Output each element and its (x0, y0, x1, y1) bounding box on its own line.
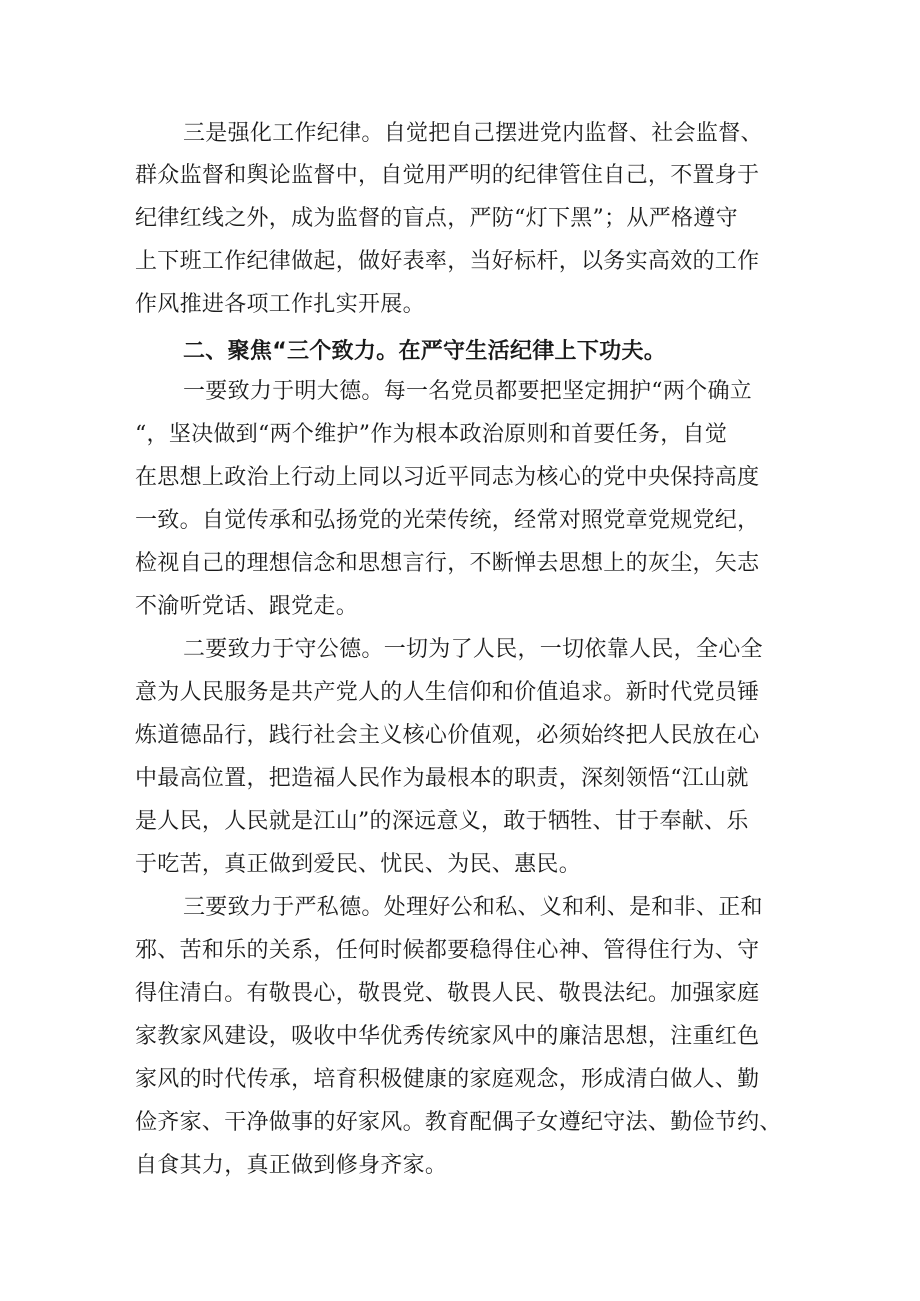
paragraph-line: 上下班工作纪律做起，做好表率，当好标杆，以务实高效的工作 (135, 249, 760, 274)
paragraph-line: 一致。自觉传承和弘扬党的光荣传统，经常对照党章党规党纪， (135, 508, 760, 533)
paragraph-line: 自食其力，真正做到修身齐家。 (135, 1153, 448, 1178)
paragraph-line: 一要致力于明大德。每一名党员都要把坚定拥护“两个确立 (183, 379, 753, 404)
paragraph-line: 检视自己的理想信念和思想言行，不断惮去思想上的灰尘，矢志 (135, 551, 760, 576)
section-heading: 二、聚焦“三个致力。在严守生活纪律上下功夫。 (183, 339, 667, 364)
paragraph-line: 是人民，人民就是江山”的深远意义，敢于牺牲、甘于奉献、乐 (135, 809, 749, 834)
paragraph-line: “，坚决做到“两个维护”作为根本政治原则和首要任务，自觉 (135, 422, 728, 447)
paragraph-line: 不渝听党话、跟党走。 (135, 594, 359, 619)
paragraph-line: 炼道德品行，践行社会主义核心价值观，必须始终把人民放在心 (135, 723, 760, 748)
paragraph-line: 意为人民服务是共产党人的人生信仰和价值追求。新时代党员锤 (135, 680, 760, 705)
paragraph-line: 三是强化工作纪律。自觉把自己摆进党内监督、社会监督、 (183, 121, 763, 146)
paragraph-line: 俭齐家、干净做事的好家风。教育配偶子女遵纪守法、勤俭节约、 (135, 1110, 782, 1135)
paragraph-line: 中最高位置，把造福人民作为最根本的职责，深刻领悟“江山就 (135, 766, 749, 791)
paragraph-line: 得住清白。有敬畏心，敬畏党、敬畏人民、敬畏法纪。加强家庭 (135, 981, 760, 1006)
paragraph-line: 纪律红线之外，成为监督的盲点，严防“灯下黑”；从严格遵守 (135, 206, 738, 231)
paragraph-line: 三要致力于严私德。处理好公和私、义和利、是和非、正和 (183, 895, 763, 920)
paragraph-line: 二要致力于守公德。一切为了人民，一切依靠人民，全心全 (183, 637, 763, 662)
paragraph-line: 家教家风建设，吸收中华优秀传统家风中的廉洁思想，注重红色 (135, 1024, 760, 1049)
paragraph-line: 在思想上政治上行动上同以习近平同志为核心的党中央保持高度 (135, 465, 760, 490)
paragraph-line: 作风推进各项工作扎实开展。 (135, 292, 425, 317)
paragraph-line: 群众监督和舆论监督中，自觉用严明的纪律管住自己，不置身于 (135, 163, 760, 188)
paragraph-line: 家风的时代传承，培育积极健康的家庭观念，形成清白做人、勤 (135, 1067, 760, 1092)
paragraph-line: 于吃苦，真正做到爱民、忧民、为民、惠民。 (135, 852, 582, 877)
paragraph-line: 邪、苦和乐的关系，任何时候都要稳得住心神、管得住行为、守 (135, 938, 760, 963)
